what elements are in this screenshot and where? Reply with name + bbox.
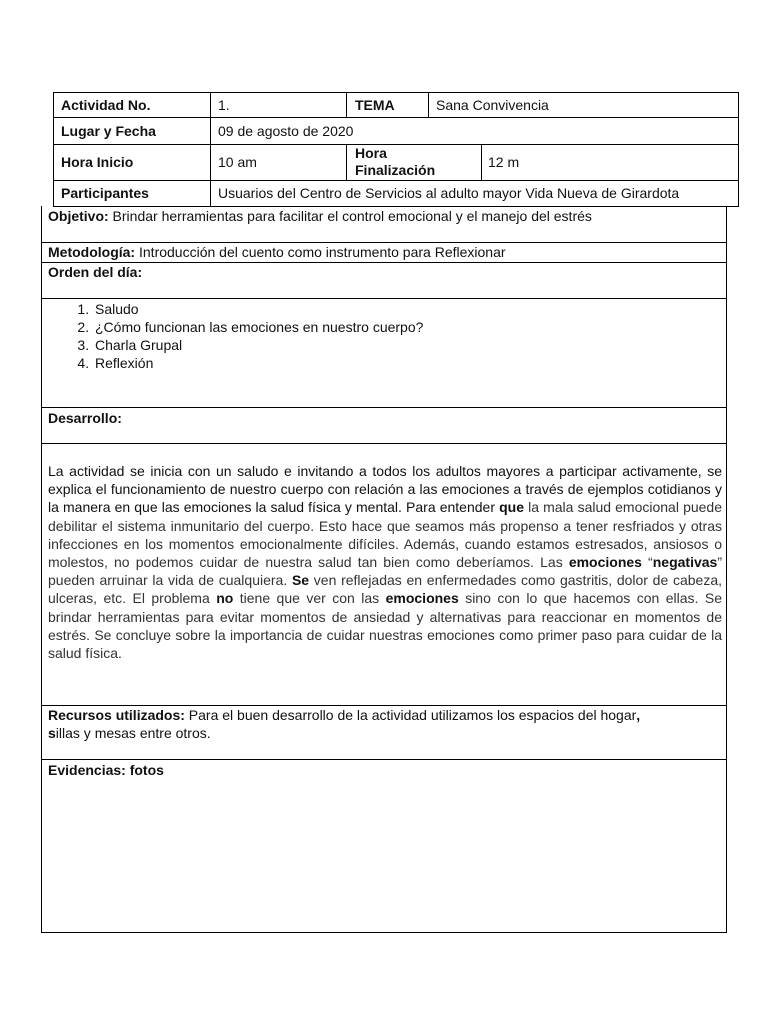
hora-finalizacion-value: 12 m bbox=[488, 154, 520, 170]
metodologia-text: Introducción del cuento como instrumento para Reflexionar bbox=[135, 244, 506, 260]
evidencias-label: Evidencias: fotos bbox=[48, 762, 164, 778]
objetivo-text: Brindar herramientas para facilitar el control emocional y el manejo del estrés bbox=[108, 208, 592, 224]
actividad-value: 1. bbox=[218, 96, 230, 113]
objetivo-section bbox=[48, 207, 722, 225]
orden-dia-list bbox=[48, 300, 722, 372]
list-item: 2. ¿Cómo funcionan las emociones en nuestro cuerpo? bbox=[93, 318, 722, 336]
metodologia-section bbox=[48, 243, 722, 261]
tema-value: Sana Convivencia bbox=[436, 96, 549, 113]
desarrollo-section bbox=[48, 409, 722, 427]
lugar-fecha-value: 09 de agosto de 2020 bbox=[218, 122, 354, 139]
actividad-label: Actividad No. bbox=[61, 96, 151, 113]
recursos-section: Recursos utilizados: Para el buen desarrollo de la actividad utilizamos los espacios del hogar, sillas y mesas entre otros. bbox=[48, 707, 641, 741]
desarrollo-text: La actividad se inicia con un saludo e invitando a todos los adultos mayores a participar activamente, se explica el funcionamiento de nuestro cuerpo con relación a las emociones a través de ejemplos cotidianos y la manera en que las emociones la salud física y mental. Para entender que la mala salud emocional puede debilitar el sistema inmunitario del cuerpo. Esto hace que seamos más propenso a tener resfriados y otras infecciones en los momentos emocionalmente difíciles. Además, cuando estamos estresados, ansiosos o molestos, no podemos cuidar de nuestra salud tan bien como deberíamos. Las emociones “negativas” pueden arruinar la vida de cualquiera. Se ven reflejadas en enfermedades como gastritis, dolor de cabeza, ulceras, etc. El problema no tiene que ver con las emociones sino con lo que hacemos con ellas. Se brindar herramientas para evitar momentos de ansiedad y alternativas para reaccionar en momentos de estrés. Se concluye sobre la importancia de cuidar nuestras emociones como primer paso para cuidar de la salud física. bbox=[48, 463, 723, 662]
list-item: 3. Charla Grupal bbox=[93, 336, 722, 354]
desarrollo-label: Desarrollo: bbox=[48, 410, 122, 426]
hora-inicio-value: 10 am bbox=[218, 154, 257, 170]
orden-dia-list-wrap bbox=[48, 300, 722, 372]
lugar-fecha-label: Lugar y Fecha bbox=[61, 122, 156, 139]
orden-dia-label: Orden del día: bbox=[48, 264, 143, 280]
evidencias-section bbox=[48, 761, 722, 779]
tema-label: TEMA bbox=[355, 96, 395, 113]
recursos-label: Recursos utilizados: bbox=[48, 707, 185, 723]
participantes-label: Participantes bbox=[61, 185, 149, 201]
metodologia-label: Metodología: bbox=[48, 244, 136, 260]
hora-inicio-label: Hora Inicio bbox=[61, 154, 134, 170]
participantes-value: Usuarios del Centro de Servicios al adulto mayor Vida Nueva de Girardota bbox=[218, 185, 680, 201]
list-item: 1. Saludo bbox=[93, 300, 722, 318]
orden-dia-section bbox=[48, 263, 722, 281]
list-item: 4. Reflexión bbox=[93, 354, 722, 372]
objetivo-label: Objetivo: bbox=[48, 208, 109, 224]
hora-finalizacion-label: Hora Finalización bbox=[355, 145, 436, 178]
